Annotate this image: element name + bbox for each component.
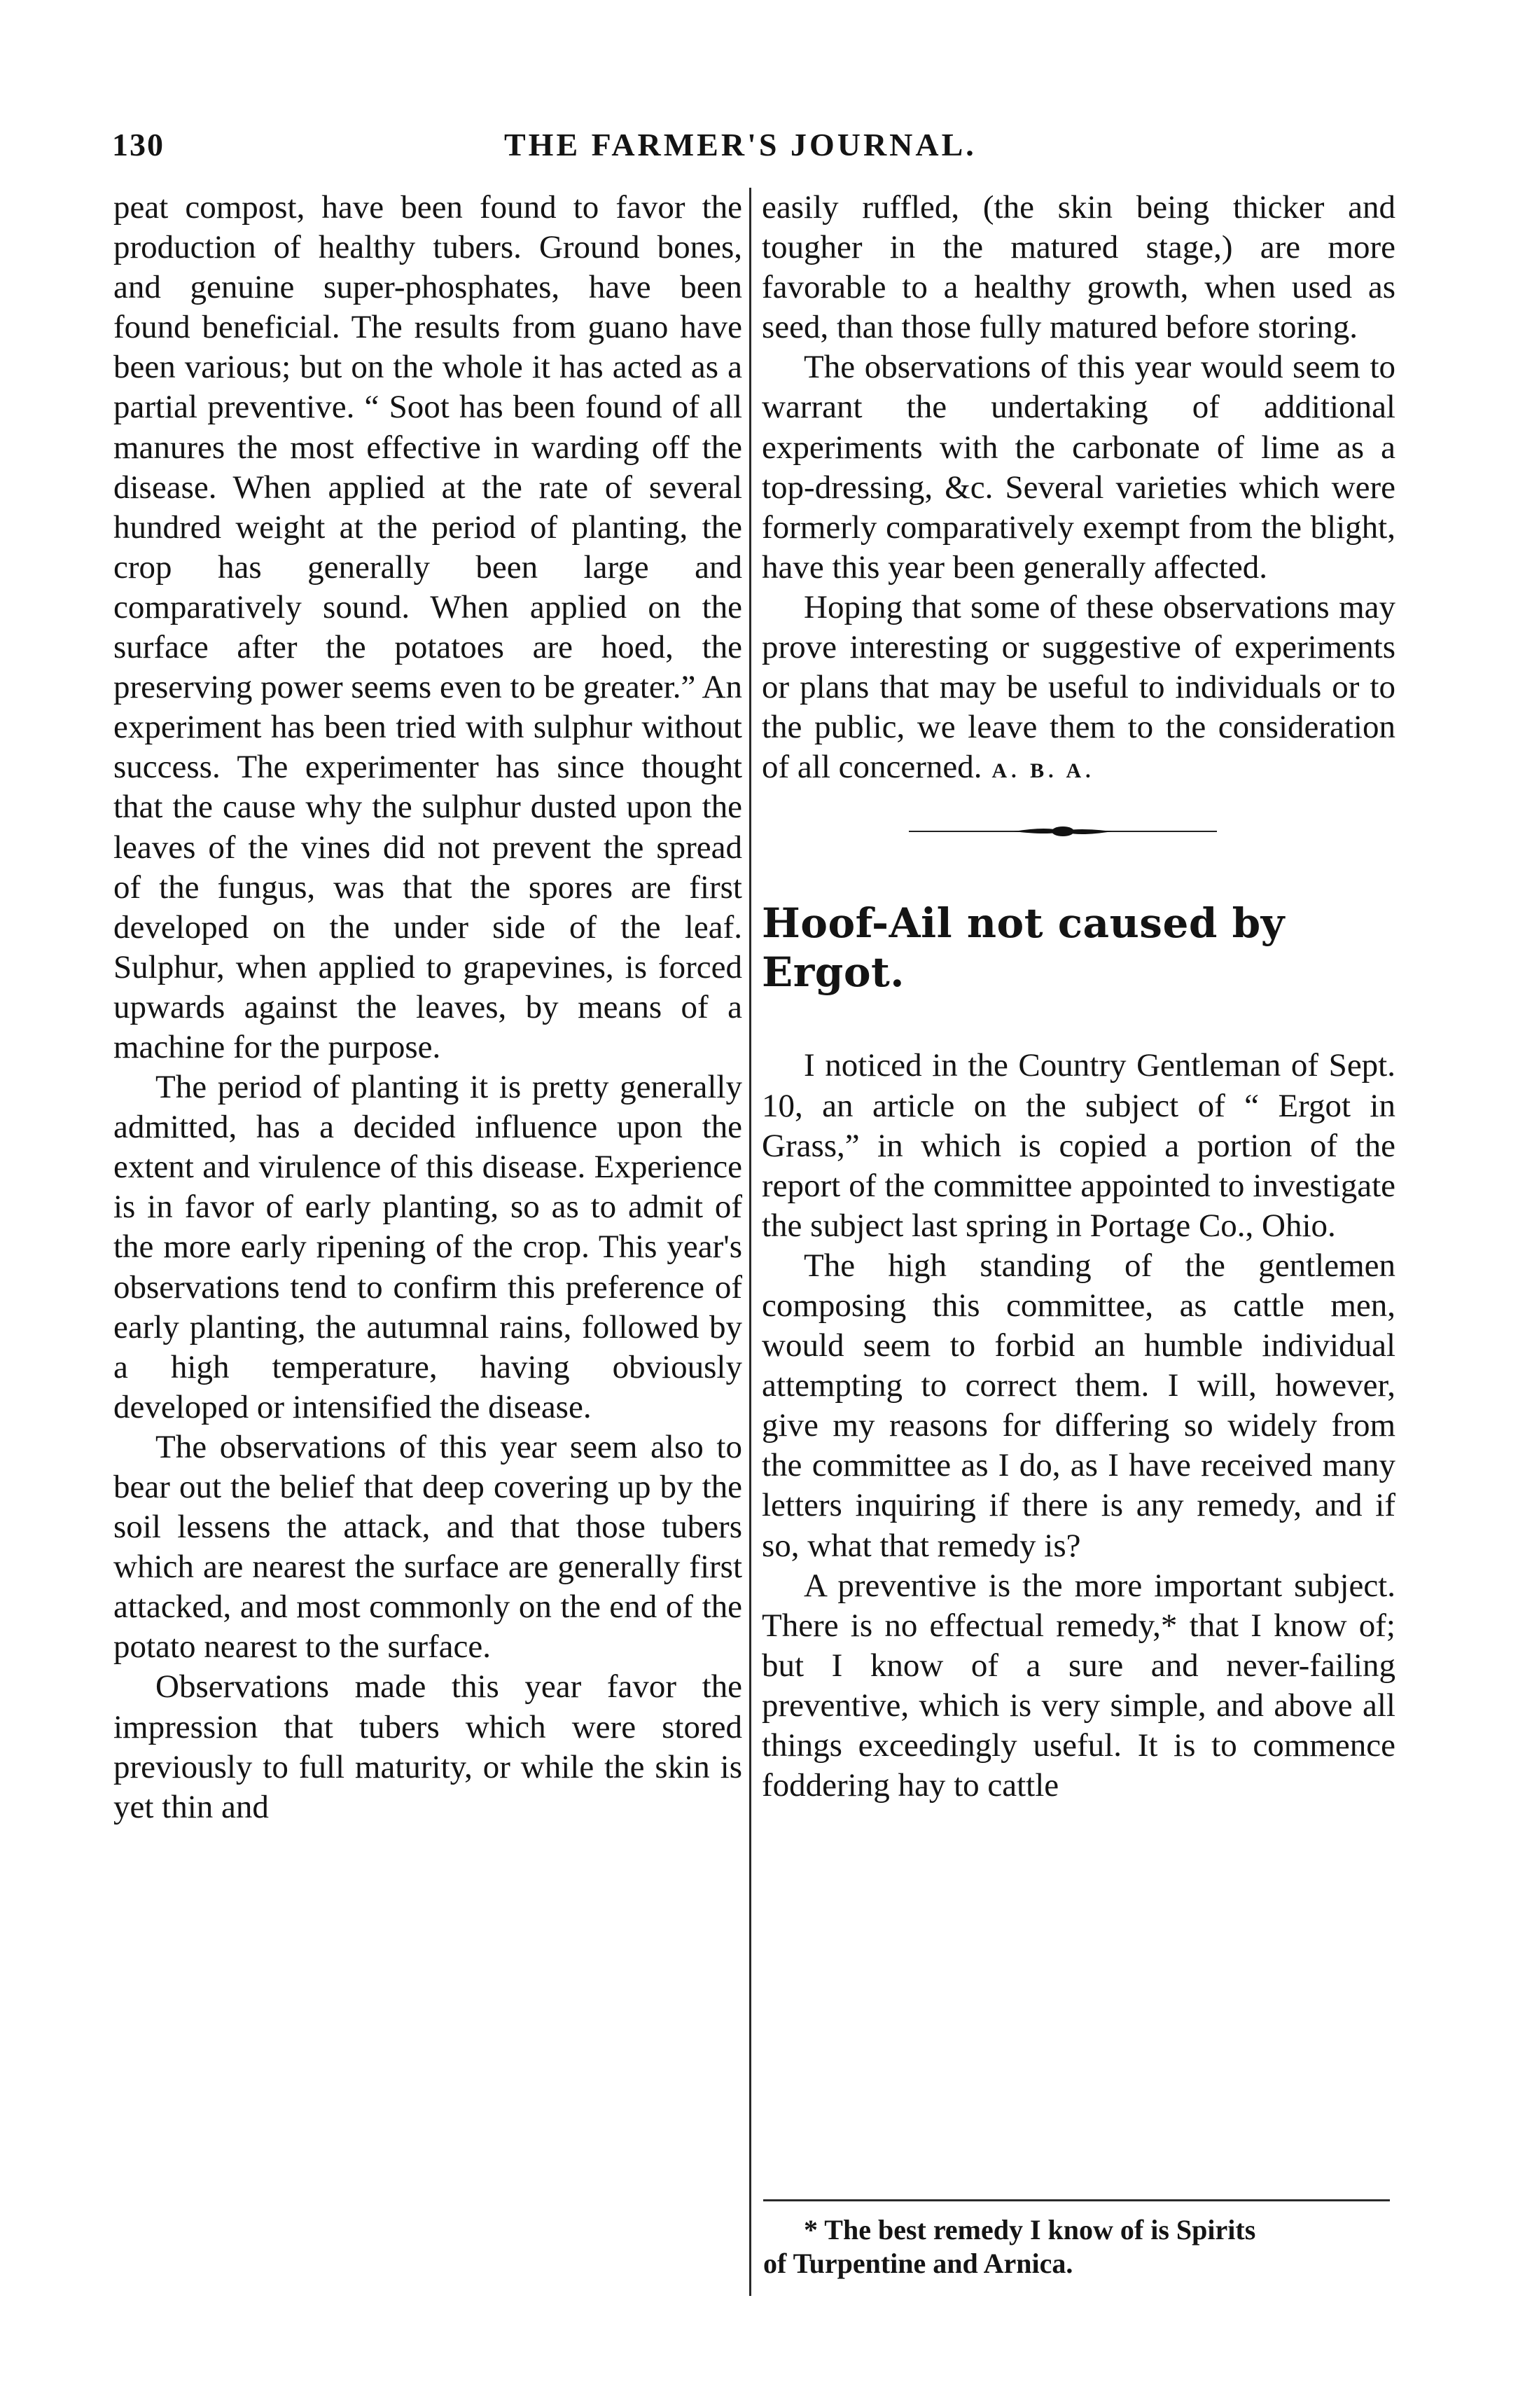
paragraph-with-signature — [762, 588, 1395, 791]
running-title: THE FARMER'S JOURNAL. — [504, 127, 977, 162]
paragraph: I noticed in the Country Gentleman of Sept. 10, an article on the subject of “ Ergot in Grass,” in which is copied a portion of the report of the committee appointed to investigate the subject last spring in Portage Co., Ohio. — [762, 1047, 1395, 1244]
paragraph-text: Hoping that some of these observations may prove interesting or suggestive of experiments or plans that may be useful to individuals or to the public, we leave them to the consideration of all concerned. — [762, 588, 1395, 786]
paragraph: The high standing of the gentlemen composing this committee, as cattle men, would seem to forbid an humble individual attempting to correct them. I will, however, give my reasons for differing so widely from the committee as I do, as I have received many letters inquiring if there is any remedy, and if so, what that remedy is? — [762, 1247, 1395, 1564]
footnote-line: of Turpentine and Arnica. — [763, 2248, 1073, 2279]
left-column — [113, 188, 742, 1827]
right-column — [762, 188, 1395, 1806]
paragraph: peat compost, have been found to favor the production of healthy tubers. Ground bones, and genuine super-phosphates, have been found beneficial. The results from guano have been various; but on the whole it has acted as a partial preventive. “ Soot has been found of all manures the most effective in warding off the disease. When applied at the rate of several hundred weight at the period of planting, the crop has generally been large and comparatively sound. When applied on the surface after the potatoes are hoed, the preserving power seems even to be greater.” An experiment has been tried with sulphur without success. The experimenter has since thought that the cause why the sulphur dusted upon the leaves of the vines did not prevent the spread of the fungus, was that the spores are first developed on the under side of the leaf. Sulphur, when applied to grapevines, is forced upwards against the leaves, by means of a machine for the purpose. — [113, 189, 742, 1065]
page-number: 130 — [112, 127, 165, 162]
author-signature: A. B. A. — [991, 759, 1095, 783]
ornament-rule-icon — [909, 824, 1217, 838]
footnote-line: * The best remedy I know of is Spirits — [804, 2214, 1256, 2246]
paragraph: Observations made this year favor the impression that tubers which were stored previously to full maturity, or while the skin is yet thin and — [113, 1668, 742, 1825]
paragraph: A preventive is the more important subject. There is no effectual remedy,* that I know of; but I know of a sure and never-failing preventive, which is very simple, and above all things exceedingly useful. It is to commence foddering hay to cattle — [762, 1567, 1395, 1804]
column-divider — [749, 188, 751, 2296]
paragraph: The observations of this year seem also to bear out the belief that deep covering up by the soil lessens the attack, and that those tubers which are nearest the surface are generally first attacked, and most commonly on the end of the potato nearest to the surface. — [113, 1428, 742, 1666]
paragraph: The period of planting it is pretty generally admitted, has a decided influence upon the extent and virulence of this disease. Experience is in favor of early planting, so as to admit of the more early ripening of the crop. This year's observations tend to confirm this preference of early planting, the autumnal rains, followed by a high temperature, having obviously developed or intensified the disease. — [113, 1069, 742, 1425]
footnote-rule — [763, 2199, 1390, 2201]
paragraph: The observations of this year would seem to warrant the undertaking of additional experiments with the carbonate of lime as a top-dressing, &c. Several varieties which were formerly comparatively exempt from the blight, have this year been generally affected. — [762, 349, 1395, 586]
article-title: Hoof-Ail not caused by Ergot. — [762, 899, 1285, 997]
paragraph: easily ruffled, (the skin being thicker and tougher in the matured stage,) are more favorable to a healthy growth, when used as seed, than those fully matured before storing. — [762, 189, 1395, 346]
spacer — [762, 997, 1395, 1046]
page-header — [112, 126, 1407, 182]
section-ornament — [762, 791, 1395, 875]
footnote — [763, 2213, 1392, 2281]
